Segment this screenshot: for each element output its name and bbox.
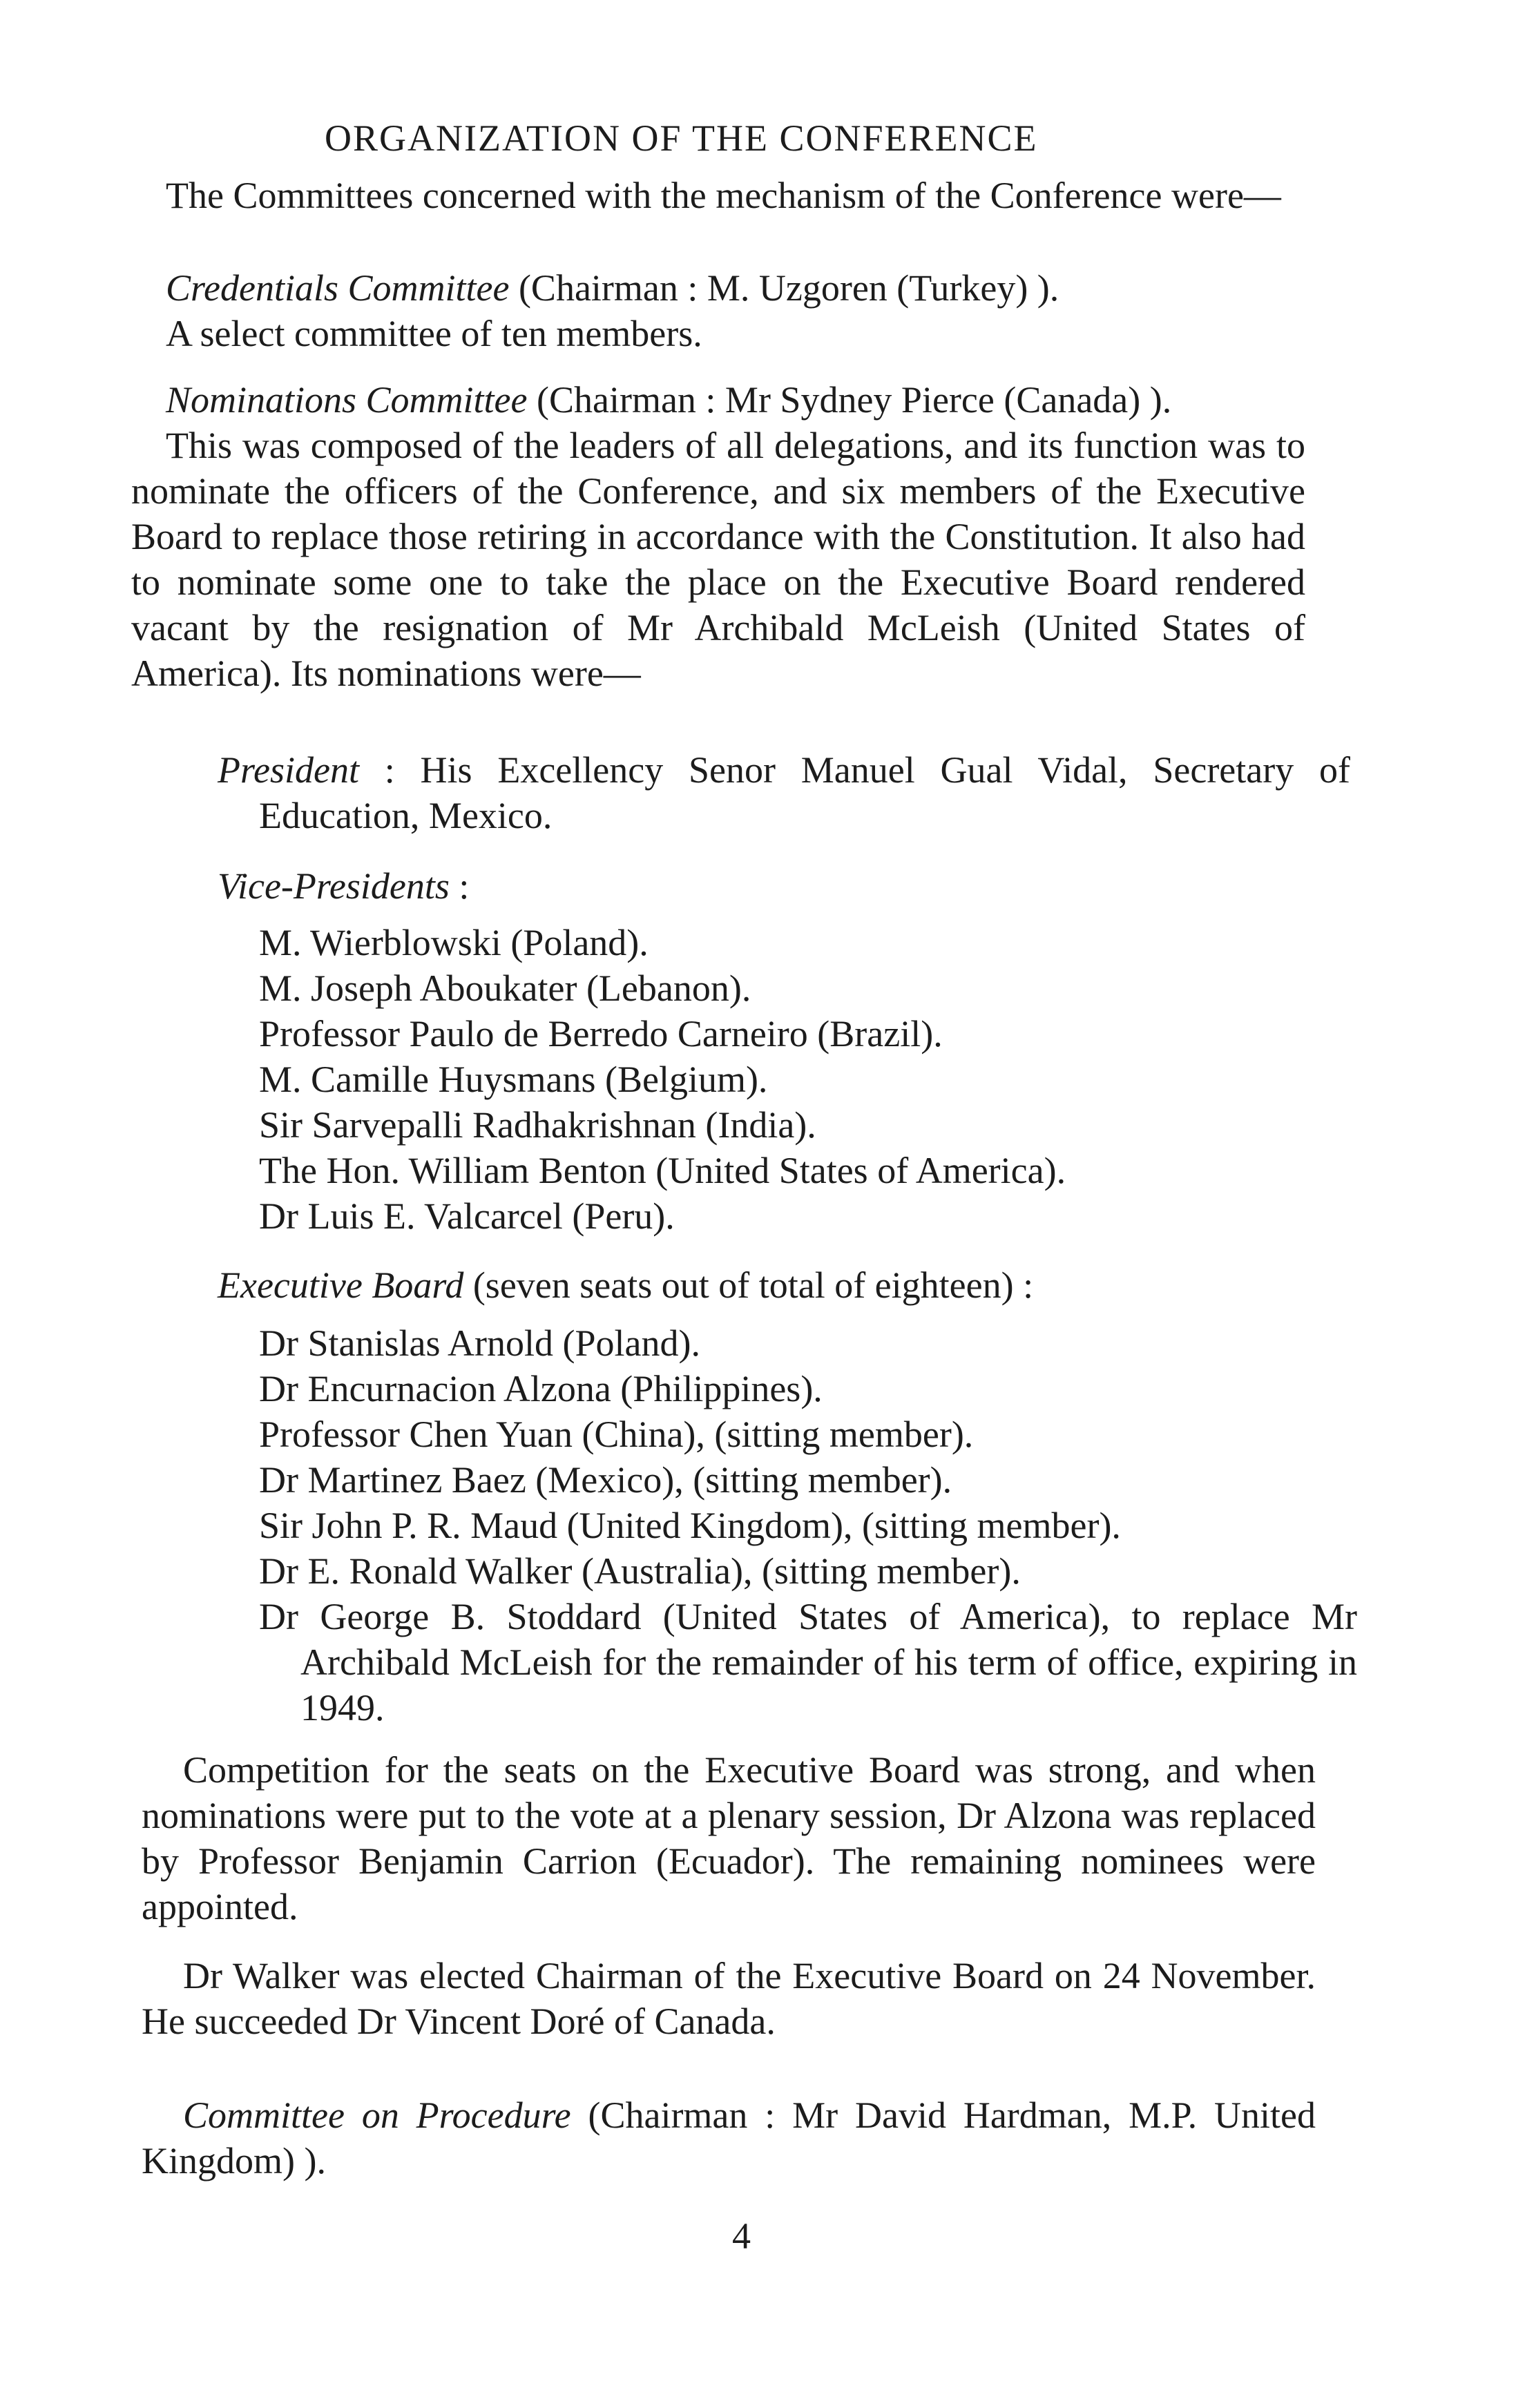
president-label: President [218, 749, 359, 791]
credentials-committee-name: Credentials Committee [166, 267, 510, 309]
vice-president-item: The Hon. William Benton (United States of America). [259, 1150, 1066, 1191]
president-text: : His Excellency Senor Manuel Gual Vidal, Secretary of Education, Mexico. [259, 749, 1350, 836]
vice-president-item: M. Camille Huysmans (Belgium). [259, 1059, 768, 1100]
vice-presidents-label: Vice-Presidents [218, 865, 450, 907]
executive-board-label: Executive Board [218, 1264, 464, 1306]
page-number: 4 [732, 2215, 751, 2257]
nominations-committee-line [166, 377, 1171, 423]
executive-board-item: Dr Stanislas Arnold (Poland). [259, 1322, 700, 1364]
credentials-committee-chair: (Chairman : M. Uzgoren (Turkey) ). [509, 267, 1059, 309]
procedure-committee-paragraph [142, 2092, 1316, 2184]
competition-paragraph: Competition for the seats on the Executive Board was strong, and when nominations were put to the vote at a plenary session, Dr Alzona was replaced by Professor Benjamin Carrion (Ecuador). The remaining nominees were appointed. [142, 1749, 1316, 1927]
procedure-committee-name: Committee on Procedure [183, 2094, 571, 2136]
executive-board-item: Dr E. Ronald Walker (Australia), (sitting member). [259, 1550, 1021, 1592]
president-entry [218, 747, 1350, 838]
executive-board-item: Sir John P. R. Maud (United Kingdom), (sitting member). [259, 1505, 1121, 1546]
nominations-description: This was composed of the leaders of all delegations, and its function was to nominate the officers of the Conference, and six members of the Executive Board to replace those retiring in accordance with the Constitution. It also had to nominate some one to take the place on the Executive Board rendered vacant by the resignation of Mr Archibald McLeish (United States of America). Its nominations were— [131, 425, 1305, 694]
walker-paragraph: Dr Walker was elected Chairman of the Executive Board on 24 November. He succeeded Dr Vincent Doré of Canada. [142, 1955, 1316, 2042]
vice-president-item: Sir Sarvepalli Radhakrishnan (India). [259, 1104, 816, 1146]
nominations-committee-chair: (Chairman : Mr Sydney Pierce (Canada) ). [527, 379, 1172, 421]
executive-board-item: Professor Chen Yuan (China), (sitting member). [259, 1414, 974, 1455]
credentials-committee-line [166, 265, 1059, 311]
vice-president-item: M. Wierblowski (Poland). [259, 922, 649, 963]
vice-presidents-heading: Vice-Presidents : [218, 865, 470, 907]
nominations-committee-name: Nominations Committee [166, 379, 528, 421]
executive-board-item: Dr Martinez Baez (Mexico), (sitting member). [259, 1459, 952, 1501]
procedure-committee-chair: (Chairman : Mr David Hardman, M.P. United Kingdom) ). [142, 2094, 1316, 2181]
credentials-committee-desc: A select committee of ten members. [166, 313, 702, 354]
vice-president-item: Professor Paulo de Berredo Carneiro (Brazil). [259, 1013, 943, 1054]
page-title: ORGANIZATION OF THE CONFERENCE [325, 117, 1038, 159]
vice-president-item: M. Joseph Aboukater (Lebanon). [259, 967, 751, 1009]
executive-board-item: Dr George B. Stoddard (United States of America), to replace Mr Archibald McLeish for the remainder of his term of office, expiring in 1949. [259, 1596, 1357, 1728]
executive-board-item: Dr Encurnacion Alzona (Philippines). [259, 1368, 823, 1409]
vice-president-item: Dr Luis E. Valcarcel (Peru). [259, 1195, 675, 1237]
executive-board-heading: Executive Board (seven seats out of total of eighteen) : [218, 1264, 1034, 1306]
intro-paragraph: The Committees concerned with the mechanism of the Conference were— [166, 175, 1281, 216]
